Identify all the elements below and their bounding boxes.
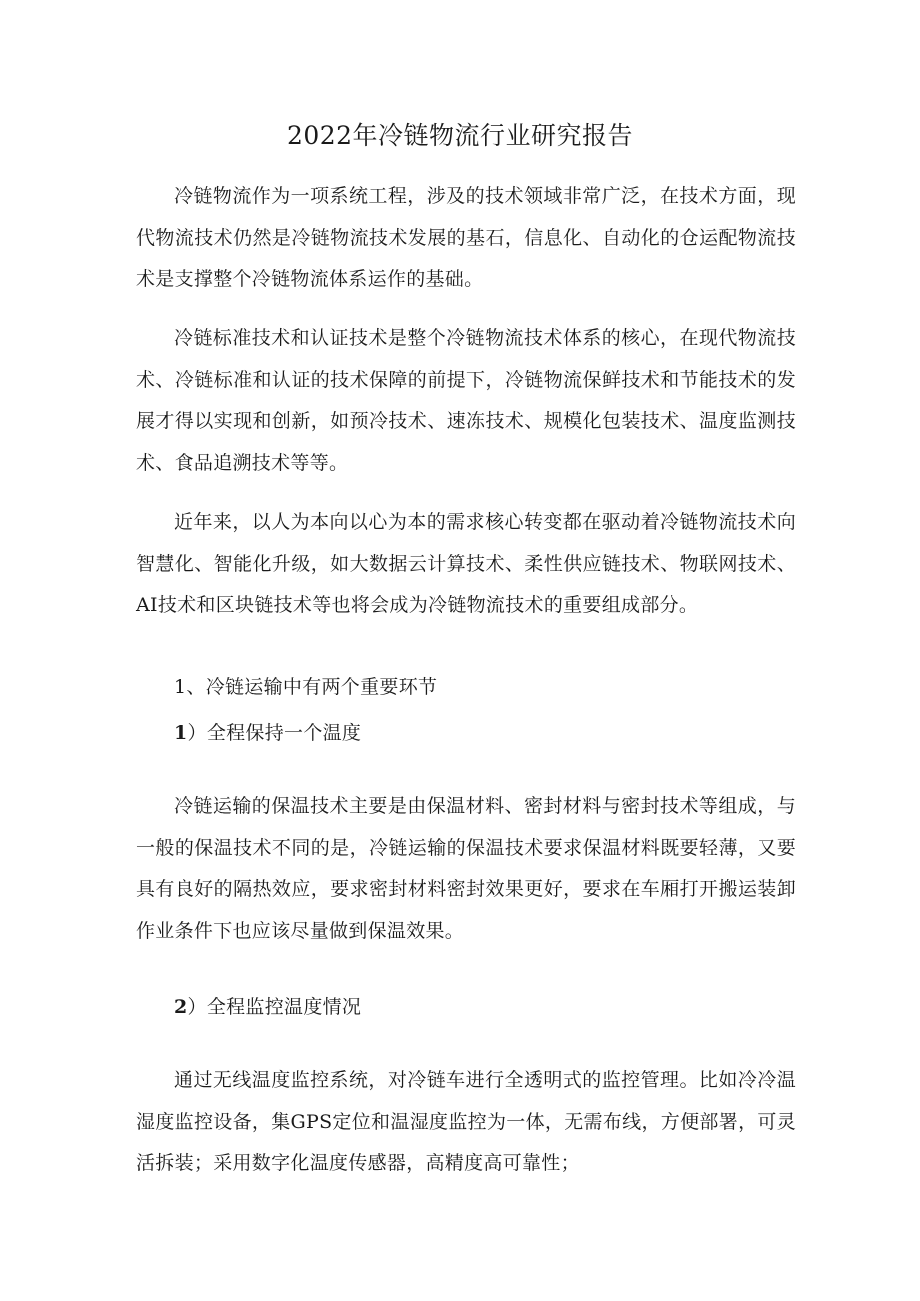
paragraph-trends: 近年来，以人为本向以心为本的需求核心转变都在驱动着冷链物流技术向智慧化、智能化升级，如大数据云计算技术、柔性供应链技术、物联网技术、AI技术和区块链技术等也将会成为冷链物流技术的重要组成部分。 (136, 511, 796, 616)
subsection-heading-2 (174, 992, 774, 1022)
paragraph-monitoring: 通过无线温度监控系统，对冷链车进行全透明式的监控管理。比如冷冷温湿度监控设备，集GPS定位和温湿度监控为一体，无需布线，方便部署，可灵活拆装；采用数字化温度传感器，高精度高可靠性； (136, 1069, 796, 1174)
subsection-number-2: 2 (174, 996, 188, 1018)
subsection-text-1: ）全程保持一个温度 (187, 722, 362, 744)
subsection-heading-1 (174, 718, 774, 748)
section-heading-1: 1、冷链运输中有两个重要环节 (174, 676, 438, 698)
subsection-number-1: 1 (174, 722, 188, 744)
subsection-text-2: ）全程监控温度情况 (187, 996, 362, 1018)
paragraph-standards: 冷链标准技术和认证技术是整个冷链物流技术体系的核心，在现代物流技术、冷链标准和认证的技术保障的前提下，冷链物流保鲜技术和节能技术的发展才得以实现和创新，如预冷技术、速冻技术、规模化包装技术、温度监测技术、食品追溯技术等等。 (136, 327, 796, 474)
paragraph-insulation: 冷链运输的保温技术主要是由保温材料、密封材料与密封技术等组成，与一般的保温技术不同的是，冷链运输的保温技术要求保温材料既要轻薄，又要具有良好的隔热效应，要求密封材料密封效果更好，要求在车厢打开搬运装卸作业条件下也应该尽量做到保温效果。 (136, 795, 796, 942)
paragraph-intro: 冷链物流作为一项系统工程，涉及的技术领域非常广泛，在技术方面，现代物流技术仍然是冷链物流技术发展的基石，信息化、自动化的仓运配物流技术是支撑整个冷链物流体系运作的基础。 (136, 185, 796, 290)
document-title: 2022年冷链物流行业研究报告 (286, 121, 634, 150)
